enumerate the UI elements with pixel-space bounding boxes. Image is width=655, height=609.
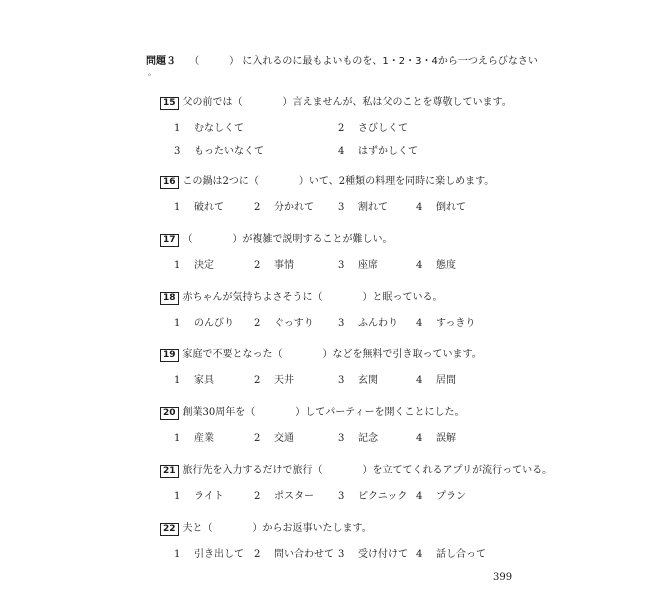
question-stem	[160, 233, 393, 247]
question-21	[160, 464, 552, 501]
option-3[interactable]: 3 ふんわり	[338, 318, 398, 329]
options-row	[160, 119, 512, 133]
stem-after: ）が複雑で説明することが難しい。	[232, 234, 393, 245]
option-1[interactable]: 1 決定	[174, 260, 214, 271]
question-number: 20	[160, 407, 179, 420]
question-18	[160, 291, 476, 329]
question-number: 19	[160, 349, 179, 362]
option-2[interactable]: 2 事情	[254, 260, 294, 271]
instructions-dot: 。	[148, 68, 156, 77]
question-stem	[160, 291, 443, 305]
option-1[interactable]: 1 むなしくて	[174, 123, 244, 134]
option-3[interactable]: 3 ピクニック	[338, 491, 408, 502]
option-2[interactable]: 2 ぐっすり	[254, 318, 314, 329]
options-row	[160, 198, 494, 212]
option-4[interactable]: 4 誤解	[416, 433, 456, 444]
options-row	[160, 314, 476, 329]
question-number: 16	[160, 176, 179, 189]
question-number: 18	[160, 292, 179, 305]
question-stem	[160, 96, 512, 110]
stem-after: ）と眠っている。	[362, 292, 443, 303]
question-16	[160, 175, 494, 212]
option-1[interactable]: 1 引き出して	[174, 549, 244, 560]
question-number: 21	[160, 465, 179, 478]
option-1[interactable]: 1 産業	[174, 433, 214, 444]
options-row	[160, 142, 512, 156]
question-stem	[160, 348, 482, 362]
question-number: 17	[160, 234, 179, 247]
option-1[interactable]: 1 破れて	[174, 202, 224, 213]
question-19	[160, 348, 482, 385]
instructions-text: に入れるのに最もよいものを、1・2・3・4から一つえらびなさい	[242, 56, 538, 67]
stem-before: 父の前では（	[182, 97, 243, 108]
options-row	[160, 429, 464, 443]
option-4[interactable]: 4 はずかしくて	[338, 146, 418, 157]
stem-after: ）してパーティーを開くことにした。	[295, 407, 465, 418]
option-2[interactable]: 2 問い合わせて	[254, 549, 334, 560]
instructions-header	[146, 52, 538, 67]
instructions-paren: （ ）	[189, 56, 240, 67]
question-stem	[160, 406, 464, 420]
stem-before: 家庭で不要となった（	[182, 349, 283, 360]
question-number: 15	[160, 97, 179, 110]
page-number: 399	[493, 572, 513, 583]
stem-before: （	[182, 234, 193, 245]
option-3[interactable]: 3 記念	[338, 433, 378, 444]
options-row	[160, 545, 486, 560]
option-4[interactable]: 4 話し合って	[416, 549, 486, 560]
options-row	[160, 256, 456, 271]
option-4[interactable]: 4 すっきり	[416, 318, 476, 329]
question-20	[160, 406, 464, 443]
option-2[interactable]: 2 分かれて	[254, 202, 314, 213]
option-3[interactable]: 3 玄関	[338, 375, 378, 386]
option-2[interactable]: 2 さびしくて	[338, 123, 408, 134]
stem-after: ）を立ててくれるアプリが流行っている。	[362, 465, 553, 476]
question-stem	[160, 522, 372, 536]
option-1[interactable]: 1 のんびり	[174, 318, 234, 329]
options-row	[160, 371, 482, 385]
option-1[interactable]: 1 ライト	[174, 491, 224, 502]
stem-after: ）言えませんが、私は父のことを尊敬しています。	[282, 97, 512, 108]
option-3[interactable]: 3 受け付けて	[338, 549, 408, 560]
stem-before: 夫と（	[182, 523, 213, 534]
question-22	[160, 522, 486, 560]
option-3[interactable]: 3 座席	[338, 260, 378, 271]
option-2[interactable]: 2 ポスター	[254, 491, 314, 502]
option-1[interactable]: 1 家具	[174, 375, 214, 386]
option-2[interactable]: 2 天井	[254, 375, 294, 386]
option-4[interactable]: 4 態度	[416, 260, 456, 271]
option-3[interactable]: 3 もったいなくて	[174, 146, 264, 157]
option-4[interactable]: 4 倒れて	[416, 202, 466, 213]
stem-after: ）からお返事いたします。	[252, 523, 372, 534]
option-2[interactable]: 2 交通	[254, 433, 294, 444]
stem-before: この鍋は2つに（	[182, 176, 259, 187]
option-3[interactable]: 3 割れて	[338, 202, 388, 213]
section-label: 問題３	[146, 56, 176, 67]
stem-before: 旅行先を入力するだけで旅行（	[182, 465, 323, 476]
question-15	[160, 96, 512, 156]
stem-after: ）などを無料で引き取っています。	[322, 349, 482, 360]
question-stem	[160, 464, 552, 478]
stem-before: 創業30周年を（	[182, 407, 256, 418]
question-17	[160, 233, 456, 271]
question-stem	[160, 175, 494, 189]
option-4[interactable]: 4 居間	[416, 375, 456, 386]
options-row	[160, 487, 552, 501]
option-4[interactable]: 4 プラン	[416, 491, 466, 502]
stem-before: 赤ちゃんが気持ちよさそうに（	[182, 292, 323, 303]
stem-after: ）いて、2種類の料理を同時に楽しめます。	[298, 176, 495, 187]
question-number: 22	[160, 523, 179, 536]
